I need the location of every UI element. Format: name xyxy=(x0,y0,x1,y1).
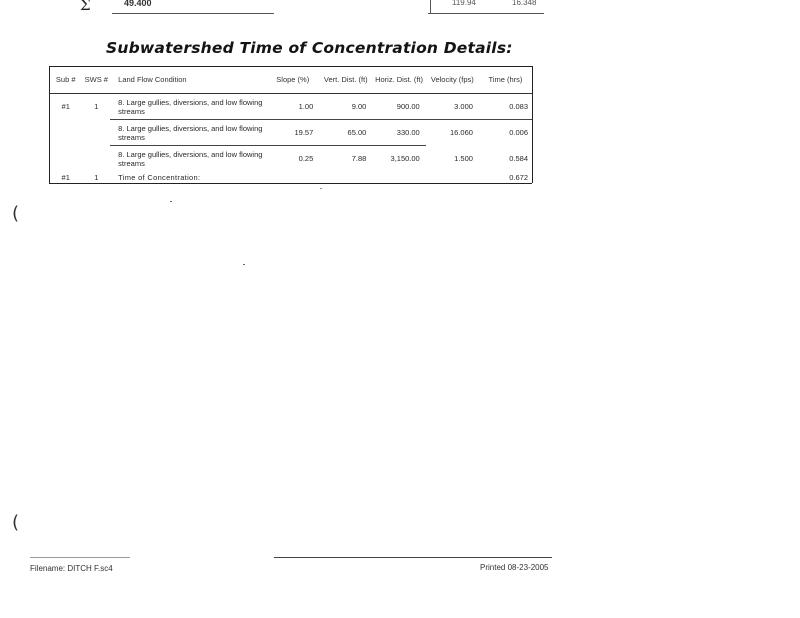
row-sub xyxy=(49,146,82,172)
header-slope: Slope (%) xyxy=(266,66,319,94)
summary-right-value-1: 119.94 xyxy=(452,0,476,7)
row-condition: 8. Large gullies, diversions, and low flowing streams xyxy=(110,146,266,172)
table-row xyxy=(49,120,532,146)
row-velocity: 16.060 xyxy=(426,120,479,146)
header-sub: Sub # xyxy=(49,66,82,94)
punch-hole-mark-top: ( xyxy=(12,203,20,224)
section-title: Subwatershed Time of Concentration Details: xyxy=(106,39,513,57)
row-time: 0.083 xyxy=(509,102,528,111)
row-condition: 8. Large gullies, diversions, and low flowing streams xyxy=(118,97,263,116)
row-vert: 65.00 xyxy=(319,120,372,146)
footer-printed-date: Printed 08-23-2005 xyxy=(480,563,549,572)
row-horiz: 3,150.00 xyxy=(372,146,425,172)
time-of-concentration-table xyxy=(49,66,532,184)
table-row xyxy=(49,146,532,172)
row-velocity: 1.500 xyxy=(454,153,473,163)
row-horiz: 900.00 xyxy=(396,102,420,111)
table-row xyxy=(49,94,532,120)
summary-right-value-2: 16.348 xyxy=(512,0,537,7)
scan-speck xyxy=(320,188,322,189)
table-header-row xyxy=(49,66,532,94)
scan-speck xyxy=(243,264,245,265)
summary-right-divider xyxy=(430,0,431,14)
header-time: Time (hrs) xyxy=(479,66,532,94)
row-velocity: 3.000 xyxy=(454,102,473,111)
row-time: 0.584 xyxy=(509,153,528,163)
summary-underline xyxy=(112,13,274,14)
total-sub: #1 xyxy=(49,171,82,184)
total-time: 0.672 xyxy=(479,171,532,184)
row-sws xyxy=(82,120,110,146)
header-sws: SWS # xyxy=(82,66,110,94)
row-vert: 7.88 xyxy=(319,146,372,172)
summary-right-underline xyxy=(428,13,544,14)
total-sws: 1 xyxy=(82,171,110,184)
total-label: Time of Concentration: xyxy=(110,171,479,184)
scan-speck xyxy=(170,201,172,202)
row-sub xyxy=(49,120,82,146)
row-condition: 8. Large gullies, diversions, and low flowing streams xyxy=(110,120,266,146)
table-frame-right xyxy=(532,66,533,183)
row-horiz: 330.00 xyxy=(372,120,425,146)
header-vert-dist: Vert. Dist. (ft) xyxy=(319,66,372,94)
header-land-flow: Land Flow Condition xyxy=(110,66,266,94)
row-sub: #1 xyxy=(61,102,70,112)
row-sws xyxy=(82,146,110,172)
header-velocity: Velocity (fps) xyxy=(426,66,479,94)
sigma-symbol: Σ xyxy=(80,0,91,14)
footer-rule xyxy=(274,557,552,558)
footer-rule-left xyxy=(30,557,130,558)
punch-hole-mark-bottom: ( xyxy=(12,512,20,533)
row-slope: 19.57 xyxy=(266,120,319,146)
row-slope: 1.00 xyxy=(298,102,314,111)
row-vert: 9.00 xyxy=(351,102,367,111)
summary-total: 49.400 xyxy=(124,0,152,8)
row-time: 0.006 xyxy=(479,120,532,146)
row-slope: 0.25 xyxy=(266,146,319,172)
header-horiz-dist: Horiz. Dist. (ft) xyxy=(372,66,425,94)
row-sws: 1 xyxy=(94,102,99,112)
total-row xyxy=(49,171,532,184)
footer-filename: Filename: DITCH F.sc4 xyxy=(30,564,113,573)
